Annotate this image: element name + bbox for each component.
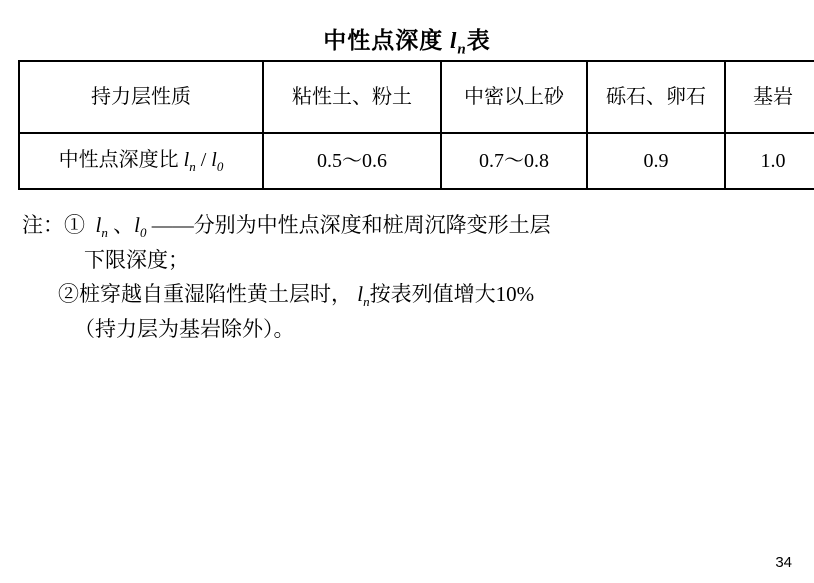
value-cell-dense-sand: 0.7～0.8 (441, 133, 587, 189)
title-variable-subscript: n (457, 41, 467, 58)
note-line-4: （持力层为基岩除外）。 (74, 317, 295, 342)
note1-var2-sub: 0 (139, 225, 147, 241)
header-cell-dense-sand: 中密以上砂 (441, 61, 587, 133)
note3-prefix: ②桩穿越自重湿陷性黄土层时， (58, 282, 358, 307)
title-suffix: 表 (466, 28, 491, 53)
neutral-point-depth-table (18, 60, 814, 190)
note1-sep: 、 (107, 213, 135, 237)
note3-text: 按表列值增大10% (369, 282, 535, 307)
note1-var1: l (95, 213, 102, 237)
row-label-var2-sub: 0 (216, 158, 224, 174)
table-header-row (19, 61, 814, 133)
row-label-prefix: 中性点深度比 (58, 148, 184, 171)
note1-prefix: 注：① (22, 213, 96, 237)
note-line-3 (22, 277, 792, 312)
notes-block (22, 208, 792, 347)
value-cell-gravel-cobble: 0.9 (587, 133, 725, 189)
table-data-row (19, 133, 814, 189)
value-cell-clay-silt: 0.5～0.6 (263, 133, 441, 189)
note3-var-sub: n (363, 294, 370, 310)
note-line-2: 下限深度； (84, 248, 189, 273)
note1-text: ——分别为中性点深度和桩周沉降变形土层 (146, 213, 551, 237)
row-label-var1-sub: n (189, 158, 196, 174)
title-variable: l (450, 28, 458, 53)
note1-var2: l (134, 213, 140, 237)
header-cell-bedrock: 基岩 (725, 61, 814, 133)
note3-var: l (357, 282, 364, 307)
note1-var1-sub: n (101, 225, 108, 241)
row-label-depth-ratio (19, 133, 263, 189)
row-label-var1: l (183, 148, 190, 171)
title-prefix: 中性点深度 (323, 28, 450, 53)
value-cell-bedrock: 1.0 (725, 133, 814, 189)
header-cell-gravel-cobble: 砾石、卵石 (587, 61, 725, 133)
note-line-1 (22, 208, 792, 243)
row-label-separator: / (195, 148, 212, 171)
header-cell-clay-silt: 粘性土、粉土 (263, 61, 441, 133)
header-cell-bearing-layer: 持力层性质 (19, 61, 263, 133)
page-title (0, 22, 814, 59)
row-label-var2: l (211, 148, 217, 171)
page-number: 34 (775, 554, 792, 571)
